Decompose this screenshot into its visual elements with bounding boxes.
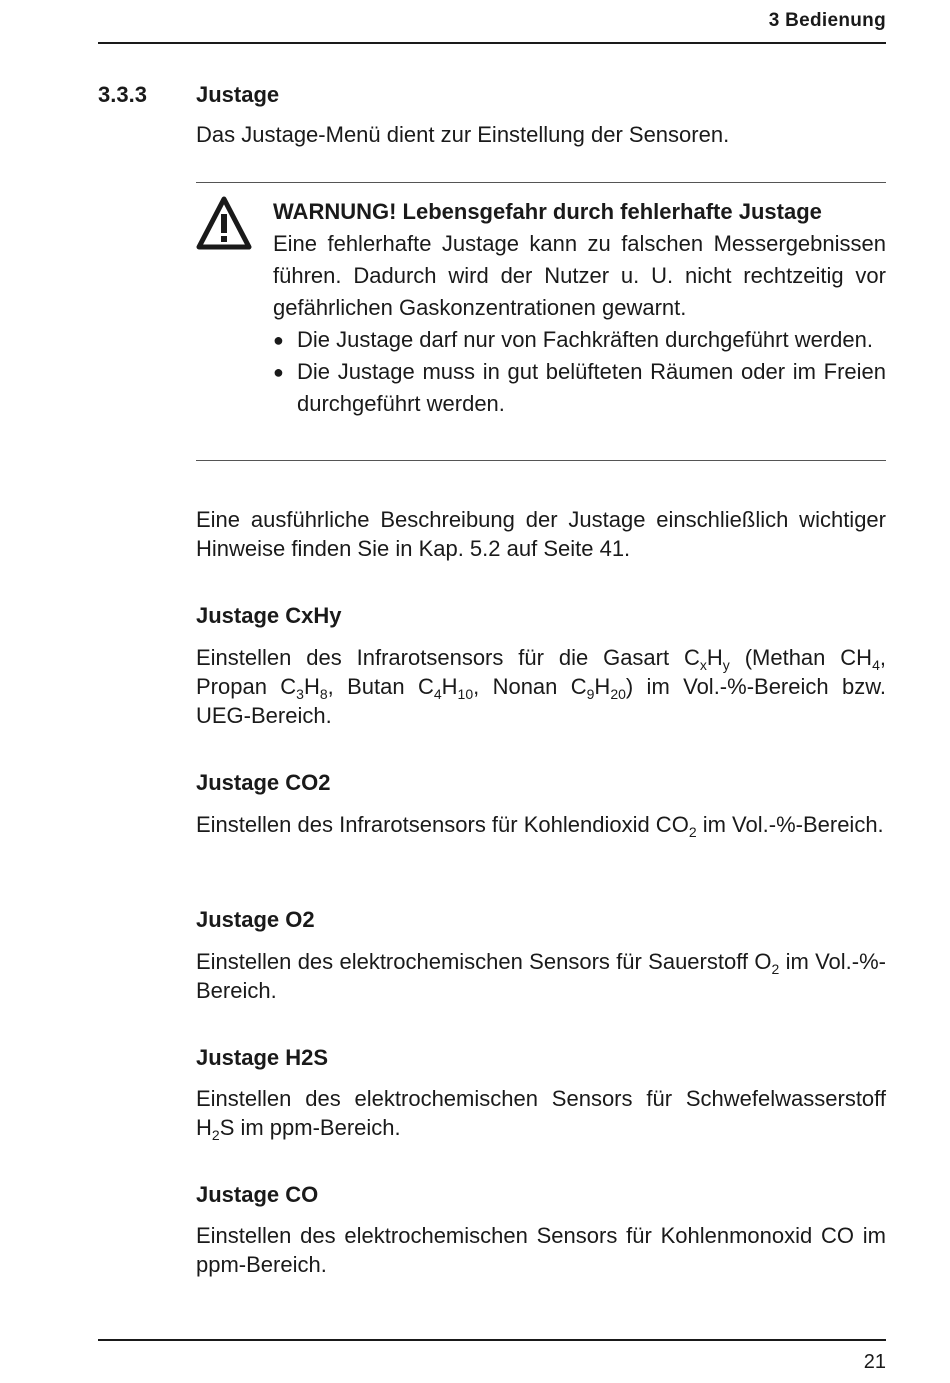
warning-title: WARNUNG! Lebensgefahr durch fehlerhafte Justage bbox=[273, 199, 822, 224]
bullet-icon: ● bbox=[273, 330, 284, 350]
subsection-text-o2: Einstellen des elektrochemischen Sensors für Sauerstoff $O_2$ im Vol.-%-Bereich. bbox=[196, 949, 886, 1003]
section-intro: Das Justage-Menü dient zur Einstellung der Sensoren. bbox=[196, 122, 730, 147]
section-title: Justage bbox=[196, 82, 280, 107]
warning-bullet-text: Die Justage darf nur von Fachkräften durchgeführt werden. bbox=[297, 327, 873, 352]
warning-bullet-text: Die Justage muss in gut belüfteten Räumen oder im Freien durchgeführt werden. bbox=[297, 359, 886, 416]
subsection-title-co: Justage CO bbox=[196, 1182, 319, 1207]
warning-top-divider bbox=[196, 182, 886, 183]
warning-triangle-icon bbox=[196, 196, 252, 250]
warning-bullet bbox=[273, 324, 886, 356]
page-number: 21 bbox=[863, 1351, 886, 1373]
subsection-text-cxhy: Einstellen des Infrarotsensors für die Gasart $C_xH_y$ (Methan $CH_4$, Propan $C_3H_8$, Butan $C_4H_{10}$, Nonan $C_9H_{20}$) im Vol.-%-Bereich bzw. UEG-Bereich. bbox=[196, 645, 886, 728]
header-divider bbox=[98, 42, 886, 44]
warning-bottom-divider bbox=[196, 460, 886, 461]
warning-bullet bbox=[273, 356, 886, 420]
footer-divider bbox=[98, 1339, 886, 1341]
section-number: 3.3.3 bbox=[98, 82, 147, 107]
subsection-text-co: Einstellen des elektrochemischen Sensors für Kohlenmonoxid CO im ppm-Bereich. bbox=[196, 1223, 886, 1277]
subsection-title-o2: Justage O2 bbox=[196, 907, 315, 932]
subsection-title-h2s: Justage H2S bbox=[196, 1045, 329, 1070]
reference-paragraph: Eine ausführliche Beschreibung der Justage einschließlich wichtiger Hinweise finden Sie in Kap. 5.2 auf Seite 41. bbox=[196, 507, 886, 561]
warning-box bbox=[273, 196, 886, 420]
subsection-title-co2: Justage CO2 bbox=[196, 770, 331, 795]
subsection-text-co2: Einstellen des Infrarotsensors für Kohlendioxid $CO_2$ im Vol.-%-Bereich. bbox=[196, 812, 884, 840]
subsection-title-cxhy: Justage CxHy bbox=[196, 603, 342, 628]
chapter-header: 3 Bedienung bbox=[768, 10, 886, 31]
bullet-icon: ● bbox=[273, 362, 284, 382]
warning-text: Eine fehlerhafte Justage kann zu falschen Messergebnissen führen. Dadurch wird der Nutzer u. U. nicht rechtzeitig vor gefährlichen Gaskonzentrationen gewarnt. bbox=[273, 231, 886, 320]
subsection-text-h2s: Einstellen des elektrochemischen Sensors für Schwefelwasserstoff $H_2S$ im ppm-Bereich. bbox=[196, 1086, 886, 1143]
